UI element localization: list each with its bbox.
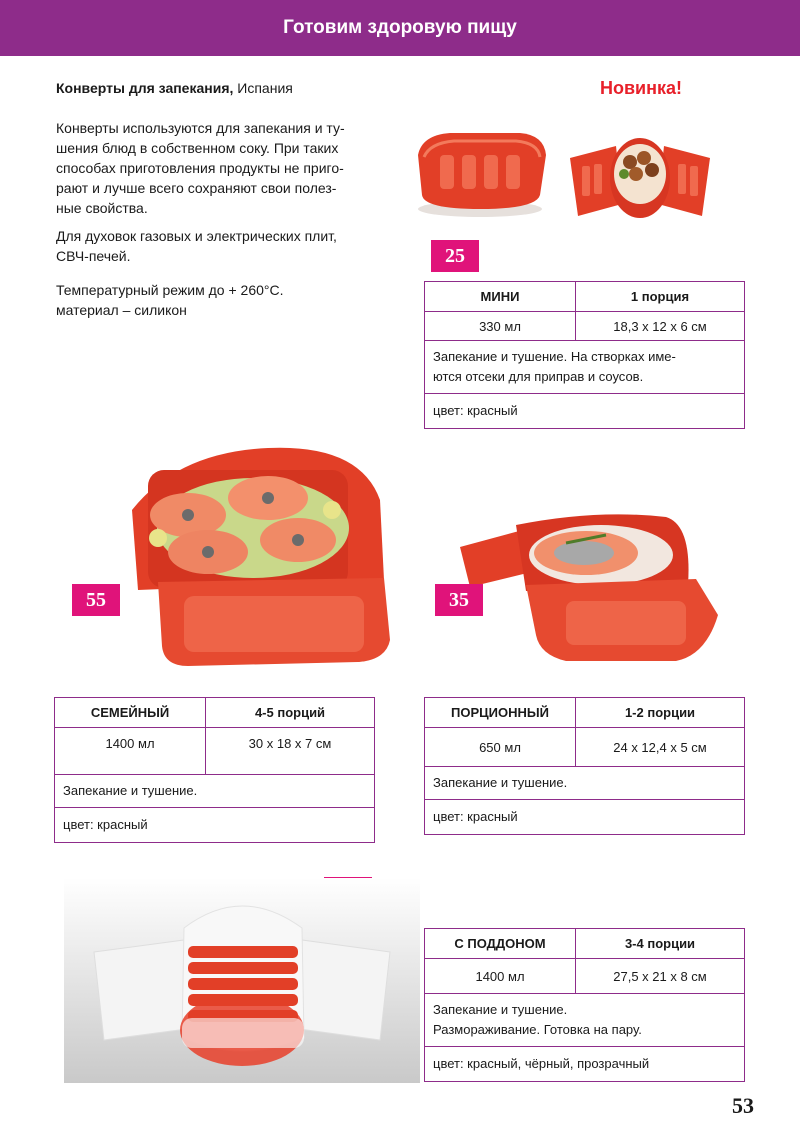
product-description: Запекание и тушение. [55,775,375,808]
spec-table-mini [424,281,745,429]
product-color: цвет: красный, чёрный, прозрачный [425,1047,745,1082]
new-label: Новинка! [600,78,683,98]
spec-table-family [54,697,375,843]
steamer-case-image [64,878,420,1083]
portion-case-image [456,495,722,665]
intro-line: Для духовок газовых и электрических плит, [56,228,337,244]
price-badge: 55 [72,584,120,616]
product-color: цвет: красный [55,808,375,843]
intro-specs [56,280,386,320]
product-size: 27,5 х 21 х 8 см [576,959,745,994]
product-portions: 3-4 порции [576,929,745,959]
intro-line: Конверты используются для запекания и ту- [56,120,345,136]
product-size: 24 х 12,4 х 5 см [576,728,745,767]
product-name: ПОРЦИОННЫЙ [425,698,576,728]
product-portions: 4-5 порций [206,698,375,728]
product-description [425,994,745,1047]
intro-line: Температурный режим до + 260°С. [56,282,284,298]
intro-line: СВЧ-печей. [56,248,131,264]
intro-line: шения блюд в собственном соку. При таких [56,140,339,156]
product-portions: 1-2 порции [576,698,745,728]
intro-line: ные свойства. [56,200,148,216]
intro-heading [56,78,386,98]
page-number: 53 [732,1093,754,1118]
page-title: Готовим здоровую пищу [283,17,517,38]
spec-table-steamer [424,928,745,1082]
product-portions: 1 порция [576,282,745,312]
intro-description [56,118,386,218]
intro-origin: Испания [233,80,293,96]
product-size: 30 х 18 х 7 см [206,728,375,775]
spec-table-portion [424,697,745,835]
mini-case-open-image [560,118,720,228]
mini-case-closed-image [410,125,550,220]
intro-line: рают и лучше всего сохраняют свои полез- [56,180,337,196]
description-line: Запекание и тушение. [433,1002,568,1017]
product-size: 18,3 х 12 х 6 см [576,312,745,341]
product-volume: 1400 мл [55,728,206,775]
intro-line: способах приготовления продукты не приго- [56,160,344,176]
product-volume: 330 мл [425,312,576,341]
intro-line: материал – силикон [56,302,187,318]
product-color: цвет: красный [425,800,745,835]
product-description [425,341,745,394]
product-name: СЕМЕЙНЫЙ [55,698,206,728]
price-badge: 25 [431,240,479,272]
product-name: МИНИ [425,282,576,312]
price-badge: 35 [435,584,483,616]
description-line: ются отсеки для приправ и соусов. [433,369,644,384]
description-line: Запекание и тушение. На створках име- [433,349,676,364]
product-description: Запекание и тушение. [425,767,745,800]
product-volume: 650 мл [425,728,576,767]
product-volume: 1400 мл [425,959,576,994]
family-case-image [118,440,390,670]
intro-title: Конверты для запекания, [56,80,234,96]
intro-usage [56,226,386,266]
product-color: цвет: красный [425,394,745,429]
description-line: Размораживание. Готовка на пару. [433,1022,642,1037]
product-name: С ПОДДОНОМ [425,929,576,959]
